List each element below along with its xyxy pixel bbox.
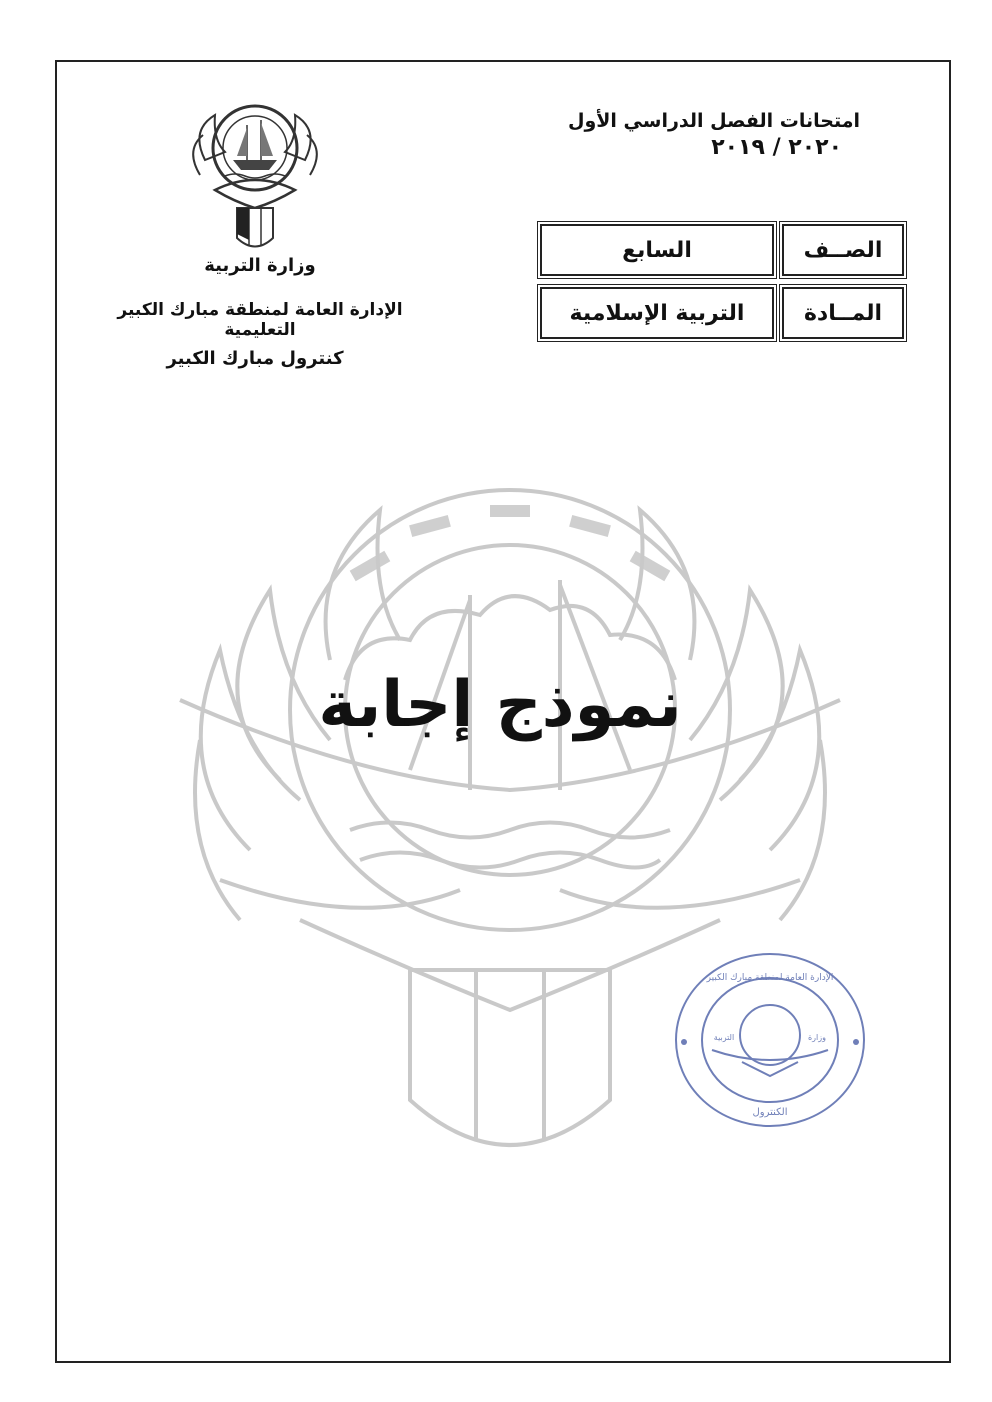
official-stamp-icon — [672, 950, 868, 1130]
svg-text:التربية: التربية — [713, 1033, 735, 1042]
grade-value: السابع — [622, 237, 692, 263]
answer-model-heading: نموذج إجابة — [318, 668, 682, 742]
svg-text:الإدارة العامة لمنطقة مبارك ال: الإدارة العامة لمنطقة مبارك الكبير — [706, 973, 834, 983]
subject-value-box — [540, 287, 774, 339]
svg-text:الكنترول: الكنترول — [752, 1107, 788, 1118]
grade-label-box — [782, 224, 904, 276]
kuwait-emblem-icon — [185, 90, 325, 255]
subject-label: المــادة — [803, 300, 883, 326]
ministry-name: وزارة التربية — [204, 255, 316, 276]
svg-text:وزارة: وزارة — [807, 1033, 827, 1042]
grade-label: الصــف — [803, 237, 883, 263]
exam-years: ٢٠٢٠ / ٢٠١٩ — [711, 135, 842, 160]
subject-label-box — [782, 287, 904, 339]
subject-value: التربية الإسلامية — [569, 300, 745, 326]
control-name: كنترول مبارك الكبير — [166, 348, 344, 369]
exam-title: امتحانات الفصل الدراسي الأول — [567, 110, 860, 132]
grade-value-box — [540, 224, 774, 276]
directorate-name: الإدارة العامة لمنطقة مبارك الكبير التعليمية — [117, 300, 403, 340]
